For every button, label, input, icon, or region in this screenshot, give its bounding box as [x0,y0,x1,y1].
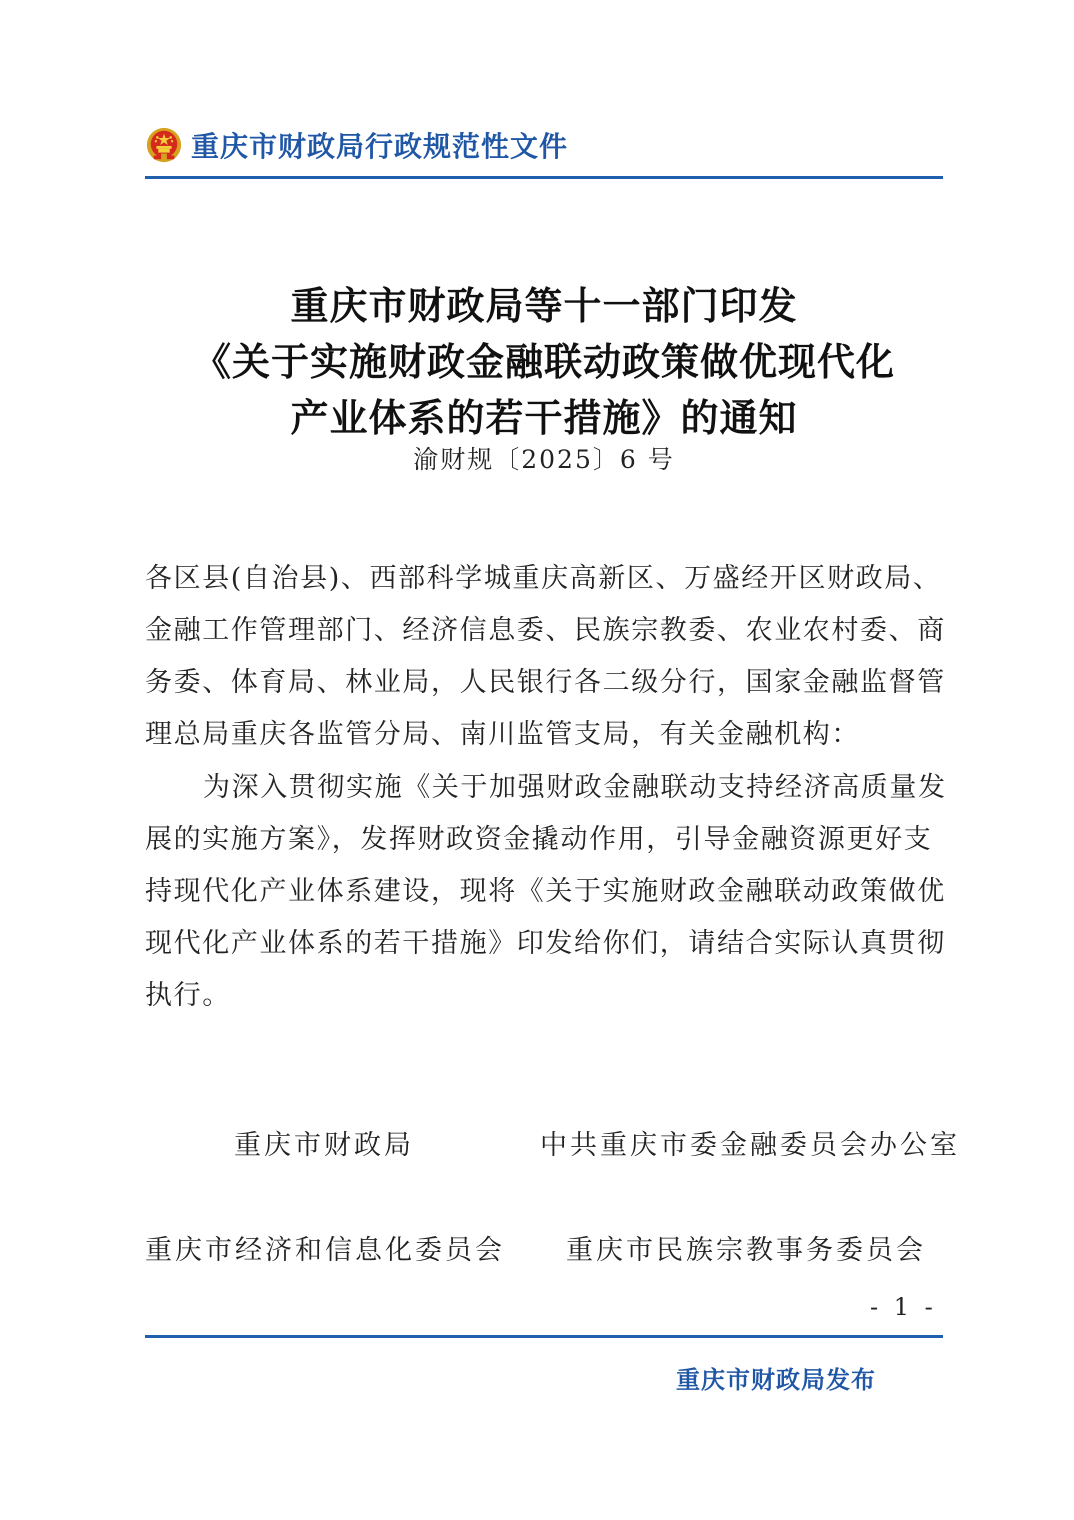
national-emblem-icon [145,126,183,164]
body-paragraph [145,762,945,1022]
signatory-ethnic-religious-committee: 重庆市民族宗教事务委员会 [566,1235,926,1266]
body-line: 为深入贯彻实施《关于加强财政金融联动支持经济高质量发 [203,772,947,803]
signatory-finance-bureau: 重庆市财政局 [234,1130,414,1161]
document-number: 渝财规〔2025〕6 号 [413,445,675,474]
title-line: 《关于实施财政金融联动政策做优现代化 [192,339,895,384]
document-title [145,278,943,446]
title-line: 产业体系的若干措施》的通知 [290,395,798,440]
title-line: 重庆市财政局等十一部门印发 [290,283,798,328]
recipients-line: 各区县(自治县)、西部科学城重庆高新区、万盛经开区财政局、 [145,563,942,594]
body-line: 展的实施方案》，发挥财政资金撬动作用，引导金融资源更好支 [145,824,933,855]
recipients-line: 金融工作管理部门、经济信息委、民族宗教委、农业农村委、商 [145,615,946,646]
body-line: 现代化产业体系的若干措施》印发给你们，请结合实际认真贯彻 [145,928,946,959]
signatory-economy-it-committee: 重庆市经济和信息化委员会 [145,1235,505,1266]
page-number: - 1 - [870,1293,937,1321]
signatory-financial-committee-office: 中共重庆市委金融委员会办公室 [540,1130,960,1161]
footer-publisher: 重庆市财政局发布 [676,1366,876,1394]
body-line: 持现代化产业体系建设，现将《关于实施财政金融联动政策做优 [145,876,946,907]
recipients-line: 务委、体育局、林业局，人民银行各二级分行，国家金融监督管 [145,667,946,698]
recipients-paragraph [145,553,945,761]
body-line: 执行。 [145,980,231,1011]
footer-divider [145,1335,943,1338]
recipients-line: 理总局重庆各监管分局、南川监管支局，有关金融机构： [145,719,860,750]
header-divider [145,176,943,179]
document-header [145,122,568,168]
header-title: 重庆市财政局行政规范性文件 [191,130,569,163]
